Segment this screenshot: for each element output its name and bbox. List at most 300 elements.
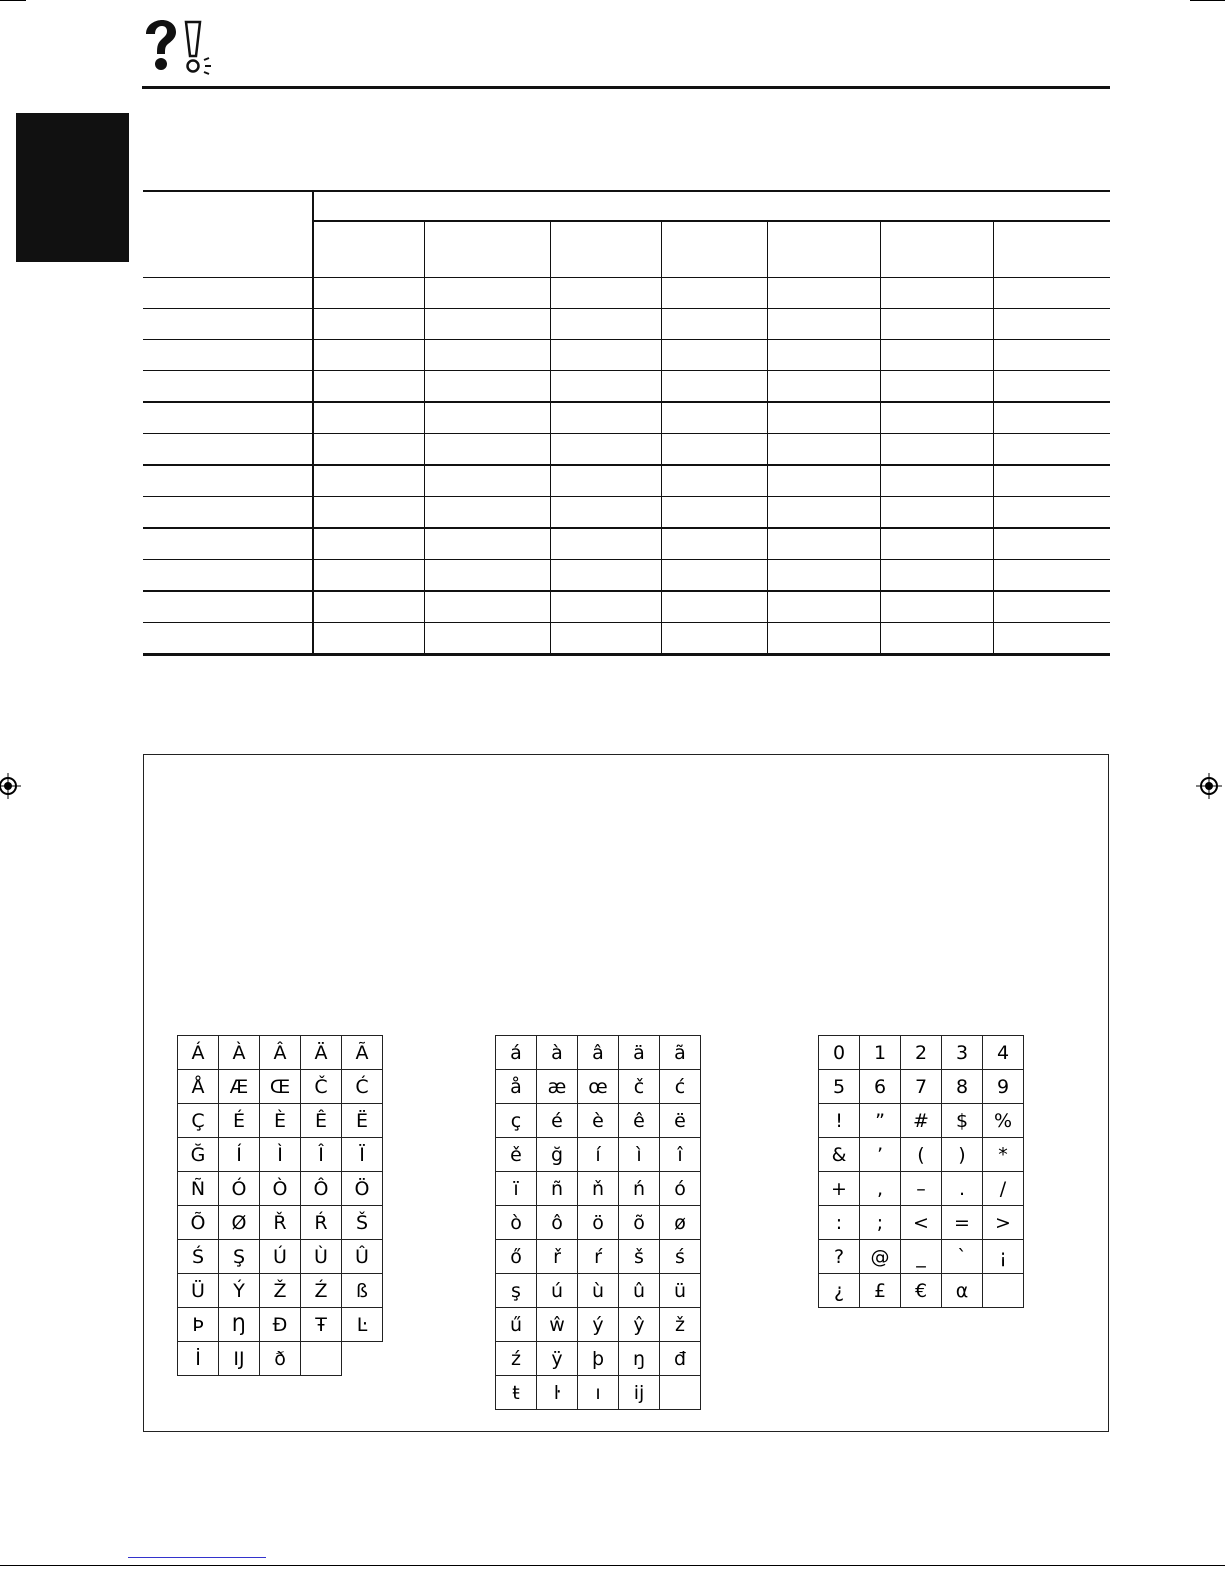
uppercase-char-cell: İ xyxy=(178,1342,219,1376)
registration-mark-right xyxy=(1196,773,1222,799)
symbol-char-cell: < xyxy=(901,1206,942,1240)
table-corner-cell xyxy=(143,191,313,278)
lowercase-char-row xyxy=(496,1172,701,1206)
table-cell xyxy=(424,402,550,434)
uppercase-char-cell: Ŧ xyxy=(301,1308,342,1342)
uppercase-char-cell: Ì xyxy=(260,1138,301,1172)
symbol-char-cell: ; xyxy=(860,1206,901,1240)
lowercase-char-cell: í xyxy=(578,1138,619,1172)
lowercase-char-cell: ë xyxy=(660,1104,701,1138)
lowercase-char-row xyxy=(496,1274,701,1308)
symbol-char-cell: + xyxy=(819,1172,860,1206)
uppercase-char-cell: Í xyxy=(219,1138,260,1172)
uppercase-char-cell: Å xyxy=(178,1070,219,1104)
lowercase-char-cell: ŵ xyxy=(537,1308,578,1342)
table-cell xyxy=(880,465,993,497)
table-cell xyxy=(550,309,661,340)
table-cell xyxy=(767,528,880,560)
table-cell xyxy=(661,623,767,655)
table-cell xyxy=(767,623,880,655)
table-cell xyxy=(550,528,661,560)
table-col-header xyxy=(767,221,880,278)
table-cell xyxy=(880,278,993,309)
table-row-label xyxy=(143,371,313,403)
uppercase-char-cell: Þ xyxy=(178,1308,219,1342)
table-cell xyxy=(993,560,1110,592)
table-cell xyxy=(993,528,1110,560)
table-cell xyxy=(880,371,993,403)
lowercase-char-cell: ý xyxy=(578,1308,619,1342)
lowercase-char-row xyxy=(496,1070,701,1104)
uppercase-char-cell: Ø xyxy=(219,1206,260,1240)
uppercase-char-cell: Ŋ xyxy=(219,1308,260,1342)
table-row-label xyxy=(143,309,313,340)
uppercase-char-cell: Â xyxy=(260,1036,301,1070)
lowercase-char-cell: ś xyxy=(660,1240,701,1274)
table-cell xyxy=(661,402,767,434)
table-row-label xyxy=(143,528,313,560)
table-cell xyxy=(661,434,767,466)
symbol-char-cell: / xyxy=(983,1172,1024,1206)
table-cell xyxy=(313,465,424,497)
table-cell xyxy=(550,560,661,592)
table-col-header xyxy=(424,221,550,278)
table-cell xyxy=(661,340,767,371)
lowercase-char-cell: è xyxy=(578,1104,619,1138)
table-row xyxy=(143,623,1110,655)
symbol-char-cell xyxy=(983,1274,1024,1308)
table-row xyxy=(143,591,1110,623)
symbol-char-cell: 5 xyxy=(819,1070,860,1104)
uppercase-char-cell: Ù xyxy=(301,1240,342,1274)
table-cell xyxy=(661,591,767,623)
table-row xyxy=(143,528,1110,560)
table-cell xyxy=(313,560,424,592)
table-cell xyxy=(424,371,550,403)
symbol-char-cell: ) xyxy=(942,1138,983,1172)
table-cell xyxy=(767,309,880,340)
symbol-char-cell: , xyxy=(860,1172,901,1206)
uppercase-char-row xyxy=(178,1070,383,1104)
table-cell xyxy=(313,371,424,403)
lowercase-char-cell: ň xyxy=(578,1172,619,1206)
table-col-header xyxy=(993,221,1110,278)
table-cell xyxy=(550,434,661,466)
table-cell xyxy=(767,371,880,403)
uppercase-char-cell: Î xyxy=(301,1138,342,1172)
table-cell xyxy=(661,278,767,309)
uppercase-char-cell: Ž xyxy=(260,1274,301,1308)
lowercase-char-cell: ì xyxy=(619,1138,660,1172)
table-cell xyxy=(313,434,424,466)
lowercase-char-cell: ŀ xyxy=(537,1376,578,1410)
table-cell xyxy=(767,434,880,466)
lowercase-char-row xyxy=(496,1104,701,1138)
table-row xyxy=(143,497,1110,529)
table-cell xyxy=(550,591,661,623)
lowercase-char-cell: ı xyxy=(578,1376,619,1410)
uppercase-char-row xyxy=(178,1036,383,1070)
uppercase-char-cell: À xyxy=(219,1036,260,1070)
footer-rule xyxy=(0,1565,1225,1566)
symbol-char-cell: ¿ xyxy=(819,1274,860,1308)
table-row-label xyxy=(143,623,313,655)
table-row-label xyxy=(143,591,313,623)
lowercase-char-row xyxy=(496,1308,701,1342)
table-cell xyxy=(993,340,1110,371)
table-cell xyxy=(424,591,550,623)
table-cell xyxy=(661,497,767,529)
uppercase-char-cell: Ä xyxy=(301,1036,342,1070)
lowercase-char-cell: ó xyxy=(660,1172,701,1206)
symbol-char-row xyxy=(819,1240,1024,1274)
lowercase-char-row xyxy=(496,1036,701,1070)
table-cell xyxy=(993,623,1110,655)
symbol-char-cell: ’ xyxy=(860,1138,901,1172)
symbol-char-row xyxy=(819,1070,1024,1104)
lowercase-char-cell: ê xyxy=(619,1104,660,1138)
symbol-char-cell: α xyxy=(942,1274,983,1308)
symbol-char-cell: 6 xyxy=(860,1070,901,1104)
lowercase-char-cell: ş xyxy=(496,1274,537,1308)
uppercase-char-cell: Ý xyxy=(219,1274,260,1308)
table-cell xyxy=(880,309,993,340)
lowercase-char-row xyxy=(496,1342,701,1376)
uppercase-char-cell: Ü xyxy=(178,1274,219,1308)
table-cell xyxy=(424,623,550,655)
table-col-header xyxy=(313,221,424,278)
uppercase-char-cell: ß xyxy=(342,1274,383,1308)
symbol-char-row xyxy=(819,1036,1024,1070)
uppercase-char-row xyxy=(178,1342,383,1376)
symbol-char-row xyxy=(819,1206,1024,1240)
table-cell xyxy=(550,278,661,309)
uppercase-char-cell: Ô xyxy=(301,1172,342,1206)
uppercase-char-row xyxy=(178,1274,383,1308)
table-cell xyxy=(313,309,424,340)
table-cell xyxy=(313,340,424,371)
lowercase-char-cell: ĳ xyxy=(619,1376,660,1410)
table-cell xyxy=(767,497,880,529)
table-header-row xyxy=(143,191,1110,221)
lowercase-char-cell: ò xyxy=(496,1206,537,1240)
lowercase-character-grid xyxy=(495,1035,701,1410)
symbol-char-cell: * xyxy=(983,1138,1024,1172)
table-cell xyxy=(550,371,661,403)
table-col-header xyxy=(661,221,767,278)
symbol-char-cell: % xyxy=(983,1104,1024,1138)
uppercase-char-cell: Ó xyxy=(219,1172,260,1206)
uppercase-char-cell: È xyxy=(260,1104,301,1138)
symbol-char-cell: 3 xyxy=(942,1036,983,1070)
uppercase-char-cell: Ś xyxy=(178,1240,219,1274)
symbol-char-cell: € xyxy=(901,1274,942,1308)
lowercase-char-cell: þ xyxy=(578,1342,619,1376)
uppercase-char-row xyxy=(178,1172,383,1206)
uppercase-char-cell: Ĳ xyxy=(219,1342,260,1376)
uppercase-char-cell: Ë xyxy=(342,1104,383,1138)
table-cell xyxy=(767,591,880,623)
table-row xyxy=(143,371,1110,403)
symbol-char-cell: ” xyxy=(860,1104,901,1138)
lowercase-char-cell: â xyxy=(578,1036,619,1070)
symbol-char-row xyxy=(819,1274,1024,1308)
lowercase-char-cell: ø xyxy=(660,1206,701,1240)
table-row xyxy=(143,560,1110,592)
symbol-char-cell: – xyxy=(901,1172,942,1206)
table-cell xyxy=(880,497,993,529)
uppercase-char-cell: Õ xyxy=(178,1206,219,1240)
table-row-label xyxy=(143,497,313,529)
lowercase-char-cell: ě xyxy=(496,1138,537,1172)
symbol-char-cell: 7 xyxy=(901,1070,942,1104)
lowercase-char-cell: ž xyxy=(660,1308,701,1342)
uppercase-char-cell: Š xyxy=(342,1206,383,1240)
lowercase-char-cell: ű xyxy=(496,1308,537,1342)
lowercase-char-cell: ï xyxy=(496,1172,537,1206)
symbol-char-cell: = xyxy=(942,1206,983,1240)
lowercase-char-cell: ŕ xyxy=(578,1240,619,1274)
table-cell xyxy=(550,402,661,434)
lowercase-char-cell xyxy=(660,1376,701,1410)
uppercase-char-cell: Á xyxy=(178,1036,219,1070)
lowercase-char-cell: đ xyxy=(660,1342,701,1376)
uppercase-char-cell: Ï xyxy=(342,1138,383,1172)
lowercase-char-cell: à xyxy=(537,1036,578,1070)
lowercase-char-cell: ń xyxy=(619,1172,660,1206)
lowercase-char-cell: ć xyxy=(660,1070,701,1104)
lowercase-char-cell: æ xyxy=(537,1070,578,1104)
table-cell xyxy=(550,623,661,655)
table-cell xyxy=(661,560,767,592)
table-cell xyxy=(880,623,993,655)
lowercase-char-row xyxy=(496,1206,701,1240)
uppercase-char-row xyxy=(178,1240,383,1274)
table-cell xyxy=(993,402,1110,434)
table-cell xyxy=(424,465,550,497)
symbol-char-cell: ( xyxy=(901,1138,942,1172)
lowercase-char-cell: č xyxy=(619,1070,660,1104)
table-cell xyxy=(880,591,993,623)
lowercase-char-cell: ä xyxy=(619,1036,660,1070)
table-cell xyxy=(661,465,767,497)
symbol-char-cell: 9 xyxy=(983,1070,1024,1104)
table-row-label xyxy=(143,278,313,309)
table-cell xyxy=(550,497,661,529)
table-cell xyxy=(313,591,424,623)
table-cell xyxy=(767,340,880,371)
lowercase-char-cell: ÿ xyxy=(537,1342,578,1376)
symbol-char-cell: : xyxy=(819,1206,860,1240)
table-cell xyxy=(880,402,993,434)
uppercase-char-cell: Ź xyxy=(301,1274,342,1308)
table-group-header xyxy=(313,191,1110,221)
lowercase-char-cell: û xyxy=(619,1274,660,1308)
uppercase-char-row xyxy=(178,1104,383,1138)
uppercase-char-cell: Ç xyxy=(178,1104,219,1138)
symbol-char-cell: . xyxy=(942,1172,983,1206)
table-cell xyxy=(993,434,1110,466)
lowercase-char-cell: ŋ xyxy=(619,1342,660,1376)
crop-mark-top-left xyxy=(0,0,26,1)
lowercase-char-cell: œ xyxy=(578,1070,619,1104)
lowercase-char-cell: ù xyxy=(578,1274,619,1308)
symbol-char-row xyxy=(819,1104,1024,1138)
uppercase-char-row xyxy=(178,1308,383,1342)
table-cell xyxy=(993,465,1110,497)
lowercase-char-row xyxy=(496,1376,701,1410)
uppercase-char-cell: Č xyxy=(301,1070,342,1104)
table-row-label xyxy=(143,434,313,466)
table-cell xyxy=(993,278,1110,309)
table-cell xyxy=(424,278,550,309)
table-cell xyxy=(993,309,1110,340)
lowercase-char-cell: ő xyxy=(496,1240,537,1274)
uppercase-char-cell: Ć xyxy=(342,1070,383,1104)
table-row-label xyxy=(143,340,313,371)
uppercase-char-cell xyxy=(342,1342,383,1376)
uppercase-character-grid xyxy=(177,1035,383,1376)
symbol-char-cell: & xyxy=(819,1138,860,1172)
lowercase-char-cell: õ xyxy=(619,1206,660,1240)
uppercase-char-cell xyxy=(301,1342,342,1376)
table-row xyxy=(143,465,1110,497)
uppercase-char-cell: Û xyxy=(342,1240,383,1274)
symbol-char-row xyxy=(819,1172,1024,1206)
footer-link-underline xyxy=(128,1557,266,1558)
uppercase-char-cell: Œ xyxy=(260,1070,301,1104)
table-cell xyxy=(993,371,1110,403)
table-cell xyxy=(767,402,880,434)
table-cell xyxy=(880,528,993,560)
lowercase-char-cell: ř xyxy=(537,1240,578,1274)
table-row xyxy=(143,340,1110,371)
uppercase-char-row xyxy=(178,1206,383,1240)
symbol-char-row xyxy=(819,1138,1024,1172)
symbol-char-cell: 4 xyxy=(983,1036,1024,1070)
table-cell xyxy=(424,309,550,340)
table-cell xyxy=(424,434,550,466)
table-cell xyxy=(424,497,550,529)
lowercase-char-cell: ŧ xyxy=(496,1376,537,1410)
table-cell xyxy=(313,497,424,529)
table-cell xyxy=(993,591,1110,623)
uppercase-char-cell: Ö xyxy=(342,1172,383,1206)
symbol-char-cell: 8 xyxy=(942,1070,983,1104)
table-row-label xyxy=(143,560,313,592)
lowercase-char-cell: å xyxy=(496,1070,537,1104)
uppercase-char-cell: Ñ xyxy=(178,1172,219,1206)
lowercase-char-cell: ú xyxy=(537,1274,578,1308)
lowercase-char-cell: ñ xyxy=(537,1172,578,1206)
crop-mark-top-right xyxy=(1190,0,1225,1)
table-cell xyxy=(313,528,424,560)
table-cell xyxy=(767,278,880,309)
lowercase-char-cell: ü xyxy=(660,1274,701,1308)
table-cell xyxy=(424,560,550,592)
language-side-tab xyxy=(16,113,129,262)
uppercase-char-cell: Æ xyxy=(219,1070,260,1104)
lowercase-char-row xyxy=(496,1138,701,1172)
uppercase-char-cell: Ş xyxy=(219,1240,260,1274)
table-cell xyxy=(661,309,767,340)
symbol-character-grid xyxy=(818,1035,1024,1308)
lowercase-char-cell: ŷ xyxy=(619,1308,660,1342)
symbol-char-cell: > xyxy=(983,1206,1024,1240)
symbol-char-cell: ¡ xyxy=(983,1240,1024,1274)
lowercase-char-cell: ź xyxy=(496,1342,537,1376)
uppercase-char-cell: Ú xyxy=(260,1240,301,1274)
table-col-header xyxy=(550,221,661,278)
header-rule xyxy=(142,86,1110,89)
table-row xyxy=(143,434,1110,466)
table-row-label xyxy=(143,402,313,434)
table-cell xyxy=(424,340,550,371)
table-cell xyxy=(661,371,767,403)
table-cell xyxy=(767,465,880,497)
uppercase-char-cell: Ğ xyxy=(178,1138,219,1172)
table-cell xyxy=(550,465,661,497)
uppercase-char-cell: Ò xyxy=(260,1172,301,1206)
table-cell xyxy=(661,528,767,560)
symbol-char-cell: _ xyxy=(901,1240,942,1274)
lowercase-char-cell: á xyxy=(496,1036,537,1070)
registration-mark-left xyxy=(0,773,21,799)
lowercase-char-cell: é xyxy=(537,1104,578,1138)
uppercase-char-row xyxy=(178,1138,383,1172)
lowercase-char-cell: š xyxy=(619,1240,660,1274)
symbol-char-cell: @ xyxy=(860,1240,901,1274)
table-cell xyxy=(880,434,993,466)
uppercase-char-cell: Ŕ xyxy=(301,1206,342,1240)
table-row xyxy=(143,402,1110,434)
spec-table xyxy=(143,191,1110,656)
table-cell xyxy=(424,528,550,560)
uppercase-char-cell: ð xyxy=(260,1342,301,1376)
symbol-char-cell: ` xyxy=(942,1240,983,1274)
lowercase-char-cell: î xyxy=(660,1138,701,1172)
table-row xyxy=(143,278,1110,309)
table-cell xyxy=(880,560,993,592)
uppercase-char-cell: Đ xyxy=(260,1308,301,1342)
uppercase-char-cell: Ř xyxy=(260,1206,301,1240)
symbol-char-cell: 0 xyxy=(819,1036,860,1070)
lowercase-char-cell: ç xyxy=(496,1104,537,1138)
table-row xyxy=(143,309,1110,340)
table-col-header xyxy=(880,221,993,278)
table-cell xyxy=(313,402,424,434)
symbol-char-cell: 1 xyxy=(860,1036,901,1070)
symbol-char-cell: # xyxy=(901,1104,942,1138)
table-cell xyxy=(313,278,424,309)
uppercase-char-cell: Ã xyxy=(342,1036,383,1070)
lowercase-char-cell: ã xyxy=(660,1036,701,1070)
symbol-char-cell: ? xyxy=(819,1240,860,1274)
lowercase-char-cell: ô xyxy=(537,1206,578,1240)
uppercase-char-cell: Ê xyxy=(301,1104,342,1138)
symbol-char-cell: $ xyxy=(942,1104,983,1138)
uppercase-char-cell: Ŀ xyxy=(342,1308,383,1342)
lowercase-char-cell: ğ xyxy=(537,1138,578,1172)
table-cell xyxy=(313,623,424,655)
table-cell xyxy=(550,340,661,371)
table-cell xyxy=(767,560,880,592)
symbol-char-cell: 2 xyxy=(901,1036,942,1070)
table-cell xyxy=(993,497,1110,529)
table-cell xyxy=(880,340,993,371)
lowercase-char-row xyxy=(496,1240,701,1274)
lowercase-char-cell: ö xyxy=(578,1206,619,1240)
